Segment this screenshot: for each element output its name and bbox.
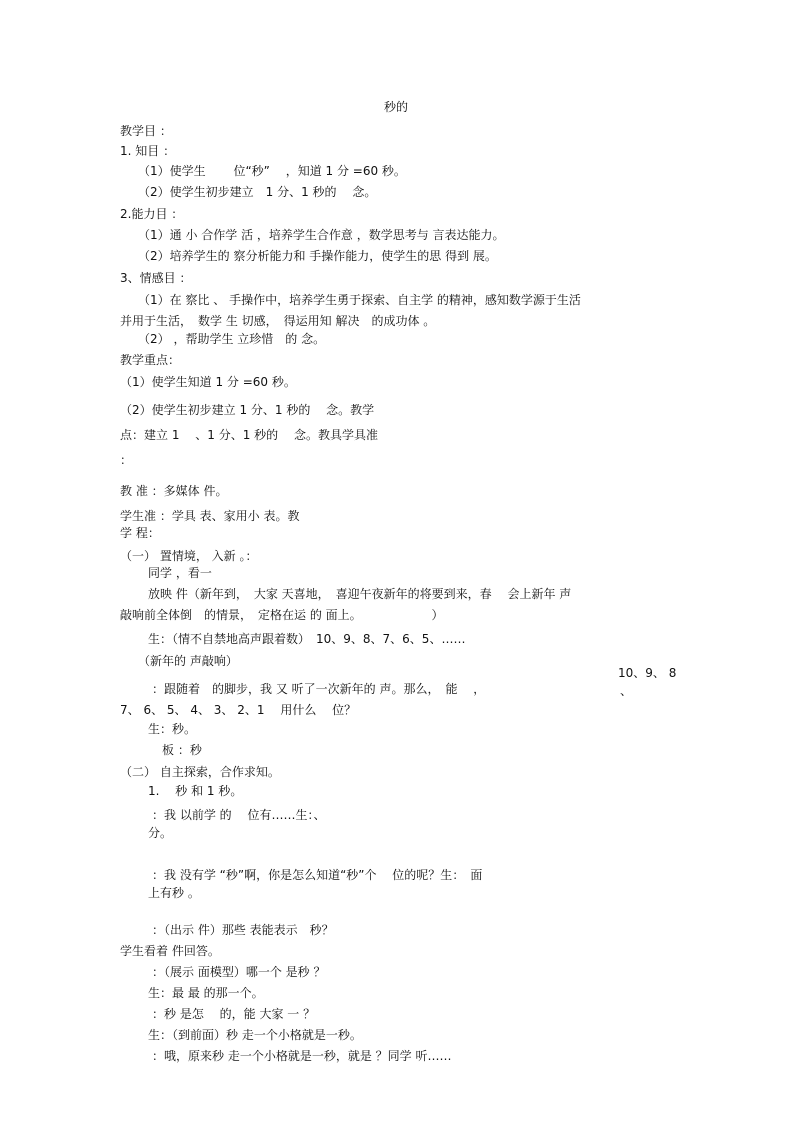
text-line: 10、9、 8 xyxy=(618,666,677,680)
text-line: 同学 ，看一 xyxy=(148,566,212,580)
text-line: （1）通 小 合作学 活 ，培养学生合作意 ，数学思考与 言表达能力。 xyxy=(138,228,505,242)
text-line: 生：（到前面）秒 走一个小格就是一秒。 xyxy=(148,1028,362,1042)
text-line: 1. 知目 ： xyxy=(120,144,176,158)
text-line: ：我 没有学 “秒”啊，你是怎么知道“秒”个 位的呢？生： 面 xyxy=(152,868,483,882)
text-line: 2.能力目 ： xyxy=(120,207,184,221)
text-line: （1）使学生 位“秒” ，知道 1 分 =60 秒。 xyxy=(138,164,406,178)
text-line: 1. 秒 和 1 秒。 xyxy=(148,784,243,798)
text-line: （2）使学生初步建立 1 分、1 秒的 念。 xyxy=(138,185,377,199)
text-line: ：我 以前学 的 位有……生：、 xyxy=(152,808,326,822)
text-line: （2） ，帮助学生 立珍惜 的 念。 xyxy=(138,332,326,346)
text-line: 点：建立 1 、1 分、1 秒的 念。教具学具准 xyxy=(120,428,378,442)
text-line: 教 准 ：多媒体 件。 xyxy=(120,484,228,498)
text-line: 、 xyxy=(620,684,633,698)
text-line: 教学目 ： xyxy=(120,124,172,138)
text-line: 生：最 最 的那一个。 xyxy=(148,986,264,1000)
text-line: ：（出示 件）那些 表能表示 秒？ xyxy=(152,923,334,937)
text-line: ：秒 是怎 的，能 大家 一 ？ xyxy=(152,1007,316,1021)
text-line: 板 ：秒 xyxy=(162,743,202,757)
text-line: 7、 6、 5、 4、 3、 2、1 用什么 位？ xyxy=(120,703,357,717)
text-line: 上有秒 。 xyxy=(148,886,200,900)
text-line: ：跟随着 的脚步，我 又 听了一次新年的 声。那么， 能 ， xyxy=(152,682,486,696)
doc-title: 秒的 xyxy=(384,100,409,114)
text-line: ：（展示 面模型）哪一个 是秒 ？ xyxy=(152,965,326,979)
text-line: （2）使学生初步建立 1 分、1 秒的 念。教学 xyxy=(120,403,375,417)
text-line: 分。 xyxy=(148,826,173,840)
text-line: ： xyxy=(120,453,133,467)
text-line: 并用于生活， 数学 生 切感， 得运用知 解决 的成功体 。 xyxy=(120,314,436,328)
text-line: （1）在 察比 、 手操作中，培养学生勇于探索、自主学 的精神，感知数学源于生活 xyxy=(138,293,581,307)
text-line: ：哦，原来秒 走一个小格就是一秒，就是 ？同学 听…… xyxy=(152,1049,452,1063)
text-line: （一） 置情境， 入新 。： xyxy=(120,549,258,563)
text-line: 学生准 ：学具 表、家用小 表。教 xyxy=(120,509,300,523)
text-line: （二） 自主探索，合作求知。 xyxy=(120,765,280,779)
text-line: 生：（情不自禁地高声跟着数） 10、9、8、7、6、5、…… xyxy=(148,632,466,646)
text-line: 学生看着 件回答。 xyxy=(120,944,220,958)
text-line: （1）使学生知道 1 分 =60 秒。 xyxy=(120,375,296,389)
text-line: 敲响前全体倒 的情景， 定格在运 的 面上。 ） xyxy=(120,608,444,622)
text-line: 生：秒。 xyxy=(148,722,197,736)
text-line: （2）培养学生的 察分析能力和 手操作能力，使学生的思 得到 展。 xyxy=(138,249,497,263)
text-line: 放映 件（新年到， 大家 天喜地， 喜迎午夜新年的将要到来，春 会上新年 声 xyxy=(148,587,572,601)
text-line: 教学重点： xyxy=(120,353,181,367)
text-line: 学 程： xyxy=(120,526,160,540)
text-line: 3、情感目 ： xyxy=(120,271,192,285)
text-line: （新年的 声敲响） xyxy=(138,654,238,668)
